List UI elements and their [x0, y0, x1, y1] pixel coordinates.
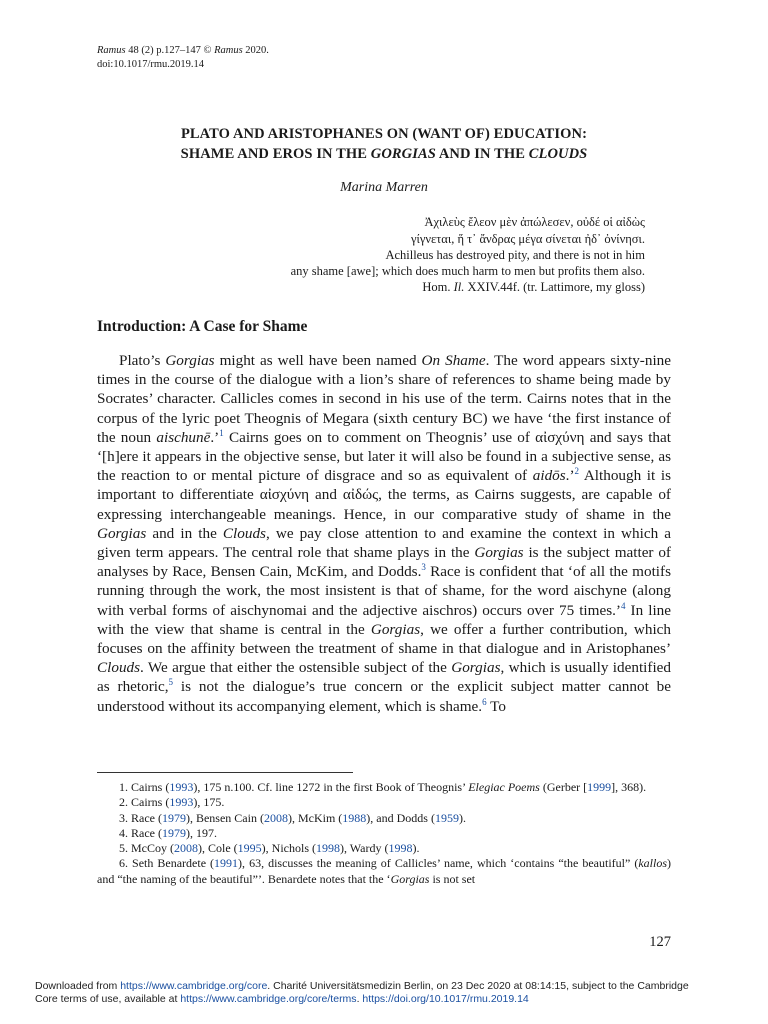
footnote-4: 4. Race (1979), 197. [119, 825, 217, 840]
ref-link[interactable]: 2008 [263, 810, 288, 825]
ref-link[interactable]: 1979 [161, 825, 186, 840]
footnote-ref-2[interactable]: 2 [574, 466, 580, 477]
footnotes [97, 780, 671, 887]
epigraph-english-1: Achilleus has destroyed pity, and there is not in him [385, 248, 645, 262]
ref-link[interactable]: 1991 [214, 856, 239, 871]
page-number: 127 [649, 934, 671, 950]
ref-link[interactable]: 1998 [388, 841, 413, 856]
ref-link[interactable]: 1999 [587, 780, 612, 794]
epigraph-greek-2: γίγνεται, ἥ τ᾽ ἄνδρας μέγα σίνεται ἠδ᾽ ὀνίνησι. [410, 232, 645, 246]
article-title-line-2: SHAME AND EROS IN THE GORGIAS AND IN THE CLOUDS [180, 146, 588, 162]
author-name: Marina Marren [340, 180, 428, 195]
body-paragraph: Plato’s Gorgias might as well have been named On Shame. The word appears sixty-nine times in the course of the dialogue with a lion’s share of references to shame being made by Socrates’ character. Callicles comes in second in his use of the term. Cairns notes that in the corpus of the lyric poet Theognis of Megara (sixth century BC) we have ‘the first instance of the noun aischunē.’$^1$ Cairns goes on to comment on Theognis’ use of αἰσχύνη and says that ‘[h]ere it appears in the objective sense, but later it will also be found in a subjective sense, as the reaction to or mental picture of disgrace and so as equivalent of aidōs.’$^2$ Although it is important to differentiate αἰσχύνη and αἰδώς, the terms, as Cairns suggests, are capable of expressing interchangeable meanings. Hence, in our comparative study of shame in the Gorgias and in the Clouds, we pay close attention to and examine the context in which a given term appears. The central role that shame plays in the Gorgias is the subject matter of analyses by Race, Bensen Cain, McKim, and Dodds.$^3$ Race is confident that ‘of all the motifs running through the work, the most insistent is that of shame, for the word aischyne (along with verbal forms of aischynomai and the adjective aischros) occurs over 75 times.’$^4$ In line with the view that shame is central in the Gorgias, we offer a further contribution, which focuses on the affinity between the treatment of shame in that dialogue and in Aristophanes’ Clouds. We argue that either the ostensible subject of the Gorgias, which is usually identified as rhetoric,$^5$ is not the dialogue’s true concern or the explicit subject matter cannot be understood without its accompanying element, which is shame.$^6$ To [97, 352, 672, 715]
footnote-ref-1[interactable]: 1 [219, 427, 224, 438]
cambridge-core-link[interactable]: https://www.cambridge.org/core [120, 980, 268, 992]
ref-link[interactable]: 1959 [434, 810, 459, 825]
download-notice: Downloaded from https://www.cambridge.org/core. Charité Universitätsmedizin Berlin, on 23 Dec 2020 at 08:14:15, subject to the Cambridge Core terms of use, available at https://www.cambridge.org/core/terms. https://doi.org/10.1017/rmu.2019.14 [35, 980, 689, 1005]
ref-link[interactable]: 2008 [174, 841, 198, 856]
ref-link[interactable]: 1993 [169, 780, 194, 794]
epigraph-english-2: any shame [awe]; which does much harm to men but profits them also. [290, 264, 645, 278]
doi-link[interactable]: https://doi.org/10.1017/rmu.2019.14 [362, 993, 529, 1005]
epigraph-citation: Hom. Il. XXIV.44f. (tr. Lattimore, my gloss) [422, 280, 645, 294]
journal-name: Ramus [97, 45, 126, 56]
footnote-ref-5[interactable]: 5 [168, 677, 174, 688]
footnote-6: 6. Seth Benardete (1991), 63, discusses the meaning of Callicles’ name, which ‘contains “the beautiful” (kallos) and “the naming of the beautiful”’. Benardete notes that the ‘Gorgias is not set [97, 856, 671, 886]
footnote-ref-3[interactable]: 3 [421, 562, 426, 573]
journal-citation: Ramus 48 (2) p.127–147 © Ramus 2020. [97, 45, 269, 56]
body-text [97, 351, 671, 716]
ref-link[interactable]: 1998 [315, 841, 340, 856]
footnote-ref-4[interactable]: 4 [620, 600, 626, 611]
doi-line: doi:10.1017/rmu.2019.14 [97, 59, 205, 70]
footnote-3: 3. Race (1979), Bensen Cain (2008), McKim (1988), and Dodds (1959). [119, 810, 466, 825]
ref-link[interactable]: 1988 [342, 810, 367, 825]
ref-link[interactable]: 1979 [161, 810, 186, 825]
footnote-2: 2. Cairns (1993), 175. [119, 795, 225, 810]
section-heading: Introduction: A Case for Shame [97, 318, 308, 335]
footnote-ref-6[interactable]: 6 [482, 696, 487, 707]
terms-link[interactable]: https://www.cambridge.org/core/terms [180, 993, 357, 1005]
ref-link[interactable]: 1993 [169, 795, 194, 810]
footnote-5: 5. McCoy (2008), Cole (1995), Nichols (1998), Wardy (1998). [119, 841, 420, 856]
epigraph-greek-1: Ἀχιλεὺς ἔλεον μὲν ἀπώλεσεν, οὐδέ οἱ αἰδὼς [424, 215, 645, 229]
ref-link[interactable]: 1995 [237, 841, 262, 856]
footnote-1: 1. Cairns (1993), 175 n.100. Cf. line 1272 in the first Book of Theognis’ Elegiac Poems (Gerber [1999], 368). [119, 780, 647, 794]
footnote-divider [97, 772, 353, 773]
article-title-line-1: PLATO AND ARISTOPHANES ON (WANT OF) EDUCATION: [180, 126, 588, 142]
